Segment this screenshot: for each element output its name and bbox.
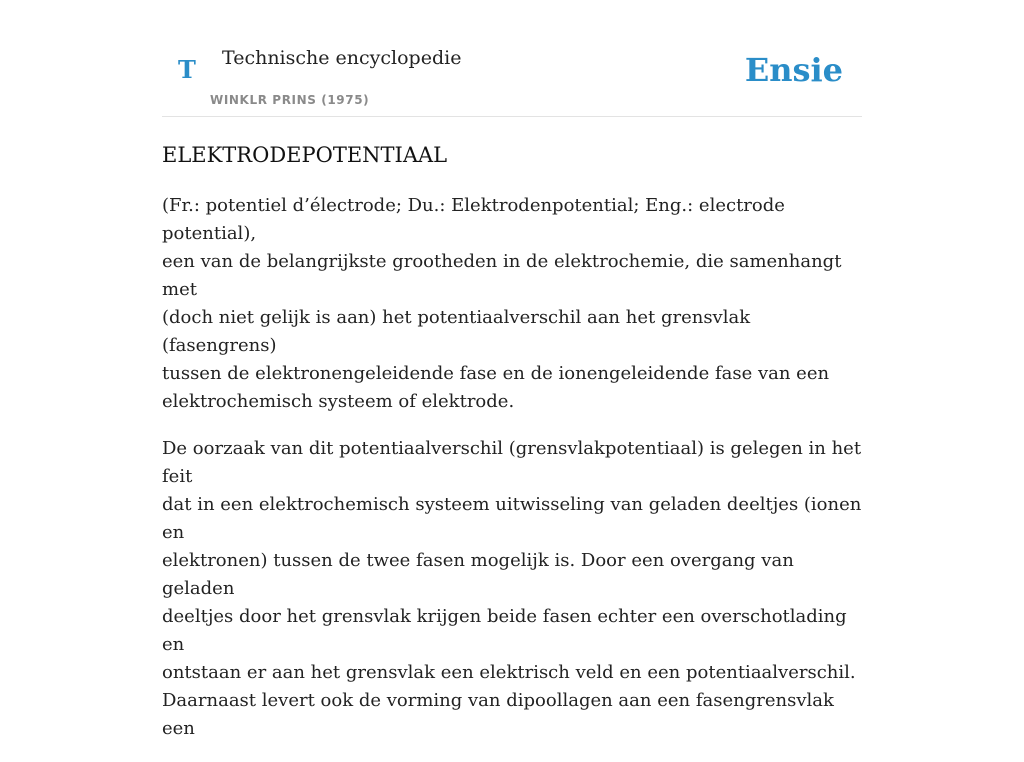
book-logo-icon[interactable]: T — [178, 55, 196, 84]
entry-paragraph-2: De oorzaak van dit potentiaalverschil (grensvlakpotentiaal) is gelegen in het feit dat in een elektrochemisch systeem uitwisseling van geladen deeltjes (ionen en elektronen) tussen de twee fasen mogelijk is. Door een overgang van geladen deeltjes door het grensvlak krijgen beide fasen echter een overschotlading en ontstaan er aan het grensvlak een elektrisch veld en een potentiaalverschil. Daarnaast levert ook de vorming van dipoollagen aan een fasengrensvlak een — [162, 438, 862, 739]
book-title-link[interactable]: Technische encyclopedie — [222, 47, 462, 69]
entry-paragraph-1: (Fr.: potentiel d’électrode; Du.: Elektrodenpotential; Eng.: electrode potential), een van de belangrijkste grootheden in de elektrochemie, die samenhangt met (doch niet gelijk is aan) het potentiaalverschil aan het grensvlak (fasengrens) tussen de elektronengeleidende fase en de ionengeleidende fase van een elektrochemisch systeem of elektrode. — [162, 195, 842, 412]
book-header — [162, 0, 862, 117]
book-subtitle: WINKLR PRINS (1975) — [210, 93, 370, 107]
ensie-logo[interactable]: Ensie — [744, 51, 843, 89]
entry-body — [162, 192, 862, 762]
entry-title: ELEKTRODEPOTENTIAAL — [162, 143, 448, 167]
